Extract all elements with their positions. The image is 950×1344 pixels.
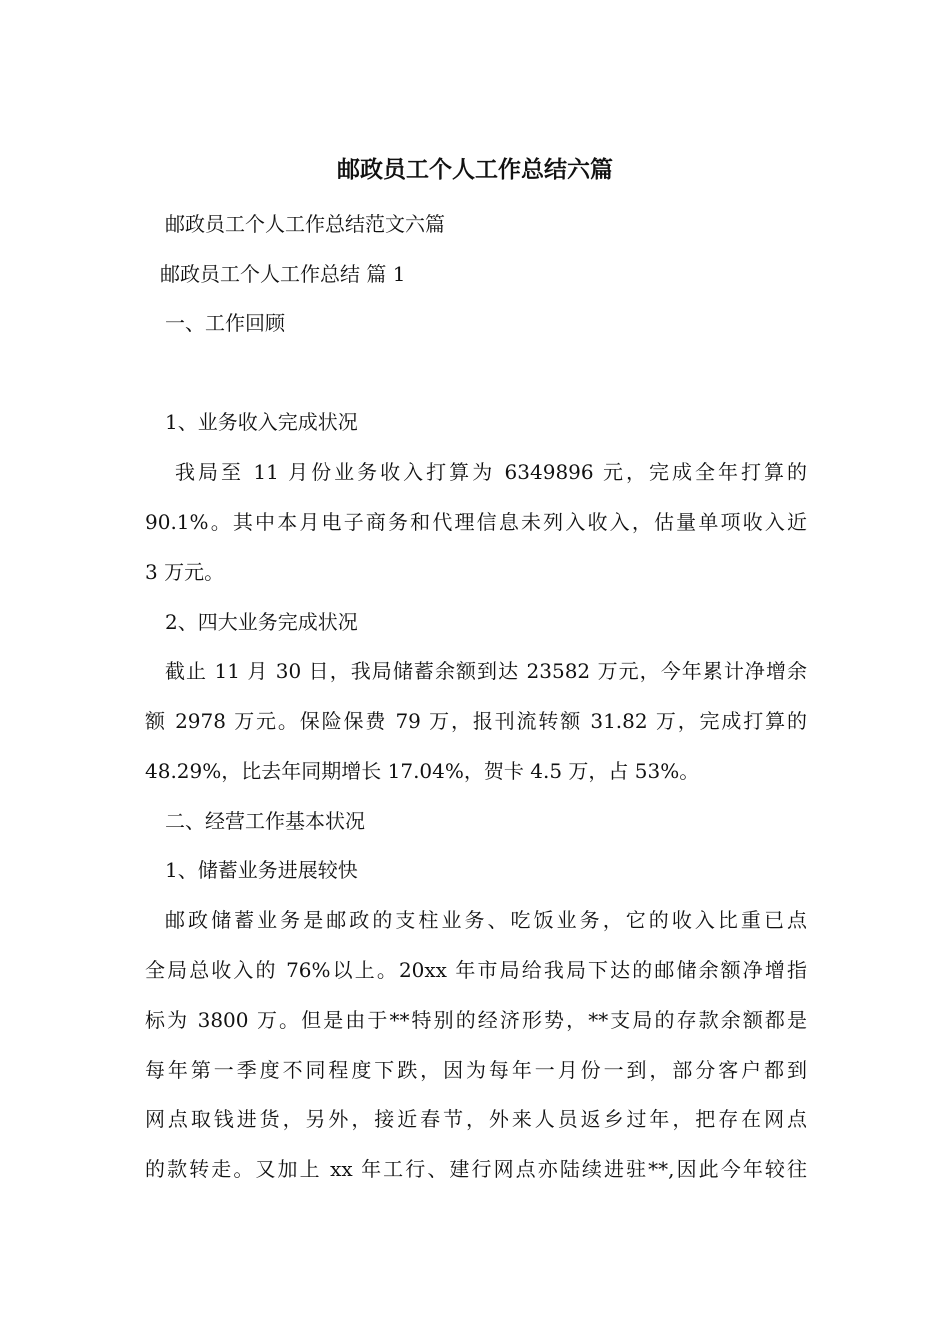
- paragraph-line: 90.1%。其中本月电子商务和代理信息未列入收入，估量单项收入近: [145, 510, 807, 534]
- paragraph-line: 我局至 11 月份业务收入打算为 6349896 元，完成全年打算的: [175, 460, 807, 484]
- paragraph-line: 邮政储蓄业务是邮政的支柱业务、吃饭业务，它的收入比重已点: [165, 908, 807, 932]
- paragraph-line: 网点取钱进货，另外，接近春节，外来人员返乡过年，把存在网点: [145, 1107, 807, 1131]
- document-title: 邮政员工个人工作总结六篇: [337, 157, 613, 183]
- paragraph-line: 48.29%，比去年同期增长 17.04%，贺卡 4.5 万，占 53%。: [145, 759, 700, 783]
- subtitle-line: 邮政员工个人工作总结范文六篇: [165, 212, 445, 236]
- paragraph-line: 标为 3800 万。但是由于**特别的经济形势，**支局的存款余额都是: [145, 1008, 807, 1032]
- subsection-heading: 1、储蓄业务进展较快: [165, 858, 358, 882]
- paragraph-line: 每年第一季度不同程度下跌，因为每年一月份一到，部分客户都到: [145, 1058, 807, 1082]
- paragraph-line: 全局总收入的 76%以上。20xx 年市局给我局下达的邮储余额净增指: [145, 958, 807, 982]
- paragraph-line: 3 万元。: [145, 560, 225, 584]
- section-heading: 邮政员工个人工作总结 篇 1: [160, 262, 406, 286]
- subsection-heading: 2、四大业务完成状况: [165, 610, 358, 634]
- section-heading: 一、工作回顾: [165, 311, 285, 335]
- paragraph-line: 的款转走。又加上 xx 年工行、建行网点亦陆续进驻**,因此今年较往: [145, 1157, 807, 1181]
- paragraph-line: 额 2978 万元。保险保费 79 万，报刊流转额 31.82 万，完成打算的: [145, 709, 807, 733]
- subsection-heading: 1、业务收入完成状况: [165, 410, 358, 434]
- paragraph-line: 截止 11 月 30 日，我局储蓄余额到达 23582 万元，今年累计净增余: [165, 659, 807, 683]
- section-heading: 二、经营工作基本状况: [165, 809, 365, 833]
